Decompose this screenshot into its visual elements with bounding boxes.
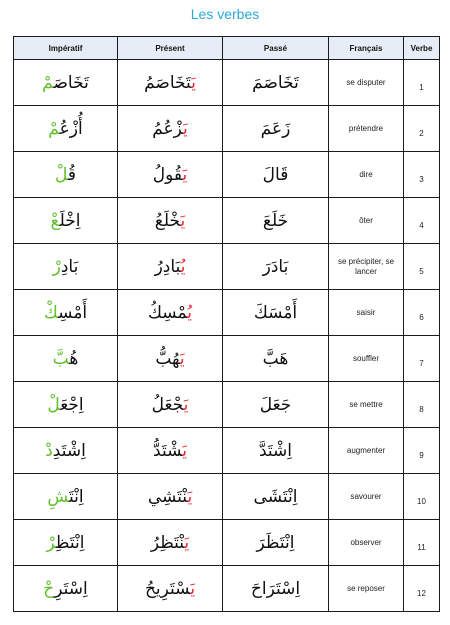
table-row [14,520,440,566]
french-cell: ôter [329,198,404,244]
header-verbe: Verbe [404,37,440,60]
present-rest: نْتَشِي [147,486,188,507]
present-rest: مْسِكُ [147,302,188,323]
verb-number-cell: 11 [404,520,440,566]
present-rest: جْعَلُ [151,394,184,415]
header-imperatif: Impératif [14,37,118,60]
imperative-ending: بَّ [52,348,70,369]
imperative-base: اِنْتَ [69,486,84,507]
imperative-cell [14,290,118,336]
imperative-base: اِشْتَدِ [52,440,86,461]
imperative-cell [14,244,118,290]
french-cell: prétendre [329,106,404,152]
imperative-base: بَادِ [60,256,79,277]
present-cell [118,152,223,198]
verb-number-cell: 12 [404,566,440,612]
french-cell: saisir [329,290,404,336]
past-cell: زَعَمَ [223,106,329,152]
present-rest: سْتَرِيحُ [144,578,191,599]
present-cell [118,290,223,336]
imperative-ending: عْ [50,210,60,231]
present-prefix: يَ [184,532,190,553]
present-rest: بَادِرُ [154,256,181,277]
present-cell [118,382,223,428]
verb-table [13,36,440,612]
imperative-base: اِنْتَظِ [55,532,85,553]
present-prefix: يَ [180,210,186,231]
past-cell: اِنْتَشَى [223,474,329,520]
present-rest: تَخَاصَمُ [144,72,192,93]
header-francais: Français [329,37,404,60]
table-row [14,198,440,244]
verb-number-cell: 6 [404,290,440,336]
present-cell [118,520,223,566]
french-cell: savourer [329,474,404,520]
past-cell: جَعَلَ [223,382,329,428]
present-prefix: يَ [187,486,193,507]
table-row [14,106,440,152]
french-cell: augmenter [329,428,404,474]
imperative-cell [14,152,118,198]
verb-number-cell: 5 [404,244,440,290]
past-cell: أَمْسَكَ [223,290,329,336]
imperative-cell [14,474,118,520]
french-cell: se disputer [329,60,404,106]
table-row [14,152,440,198]
table-row [14,244,440,290]
french-cell: dire [329,152,404,198]
french-cell: observer [329,520,404,566]
imperative-base: قُ [67,164,76,185]
imperative-cell [14,60,118,106]
imperative-base: اِجْعَ [60,394,84,415]
table-row [14,474,440,520]
imperative-ending: لْ [47,394,61,415]
imperative-ending: شِ [47,486,70,507]
imperative-cell [14,336,118,382]
imperative-base: تَخَاصَ [53,72,89,93]
present-prefix: يَ [191,72,196,93]
imperative-cell [14,566,118,612]
past-cell: اِسْتَرَاحَ [223,566,329,612]
past-cell: اِشْتَدَّ [223,428,329,474]
header-present: Présent [118,37,223,60]
present-prefix: يَ [190,578,196,599]
present-prefix: يَ [183,118,188,139]
present-cell [118,336,223,382]
table-row [14,428,440,474]
past-cell: خَلَعَ [223,198,329,244]
verb-number-cell: 10 [404,474,440,520]
present-prefix: يُ [180,256,186,277]
imperative-base: هُ [69,348,79,369]
present-rest: هُبُّ [155,348,180,369]
imperative-ending: دْ [45,440,53,461]
imperative-ending: لْ [54,164,68,185]
table-row [14,382,440,428]
present-rest: زْعُمُ [152,118,184,139]
imperative-cell [14,198,118,244]
verb-number-cell: 8 [404,382,440,428]
past-cell: بَادَرَ [223,244,329,290]
present-prefix: يَ [182,440,187,461]
present-rest: خْلَعُ [154,210,181,231]
imperative-base: أَمْسِ [58,302,88,323]
present-cell [118,428,223,474]
french-cell: se mettre [329,382,404,428]
verb-number-cell: 7 [404,336,440,382]
present-prefix: يَ [179,348,185,369]
table-row [14,336,440,382]
imperative-ending: رْ [46,532,56,553]
header-passe: Passé [223,37,329,60]
table-row [14,290,440,336]
present-rest: قُولُ [152,164,183,185]
imperative-cell [14,106,118,152]
french-cell: souffler [329,336,404,382]
present-cell [118,244,223,290]
imperative-ending: كْ [43,302,59,323]
imperative-cell [14,520,118,566]
imperative-ending: رْ [52,256,61,277]
table-row [14,60,440,106]
present-cell [118,60,223,106]
imperative-base: أُزْعُ [59,118,83,139]
imperative-ending: مْ [42,72,54,93]
french-cell: se précipiter, se lancer [329,244,404,290]
imperative-base: اِخْلَ [59,210,81,231]
verb-number-cell: 3 [404,152,440,198]
past-cell: هَبَّ [223,336,329,382]
table-row [14,566,440,612]
imperative-cell [14,428,118,474]
present-cell [118,198,223,244]
french-cell: se reposer [329,566,404,612]
imperative-ending: مْ [48,118,60,139]
present-cell [118,106,223,152]
verb-number-cell: 9 [404,428,440,474]
verb-number-cell: 2 [404,106,440,152]
page-title: Les verbes [190,6,260,22]
past-cell: اِنْتَظَرَ [223,520,329,566]
imperative-cell [14,382,118,428]
present-prefix: يَ [183,394,189,415]
table-header-row [14,37,440,60]
past-cell: تَخَاصَمَ [223,60,329,106]
present-prefix: يَ [182,164,188,185]
present-rest: نْتَظِرُ [150,532,185,553]
verb-number-cell: 1 [404,60,440,106]
imperative-ending: حْ [43,578,55,599]
present-cell [118,474,223,520]
imperative-base: اِسْتَرِ [54,578,88,599]
present-cell [118,566,223,612]
verb-number-cell: 4 [404,198,440,244]
past-cell: قَالَ [223,152,329,198]
present-rest: شْتَدُّ [153,440,183,461]
present-prefix: يُ [187,302,193,323]
